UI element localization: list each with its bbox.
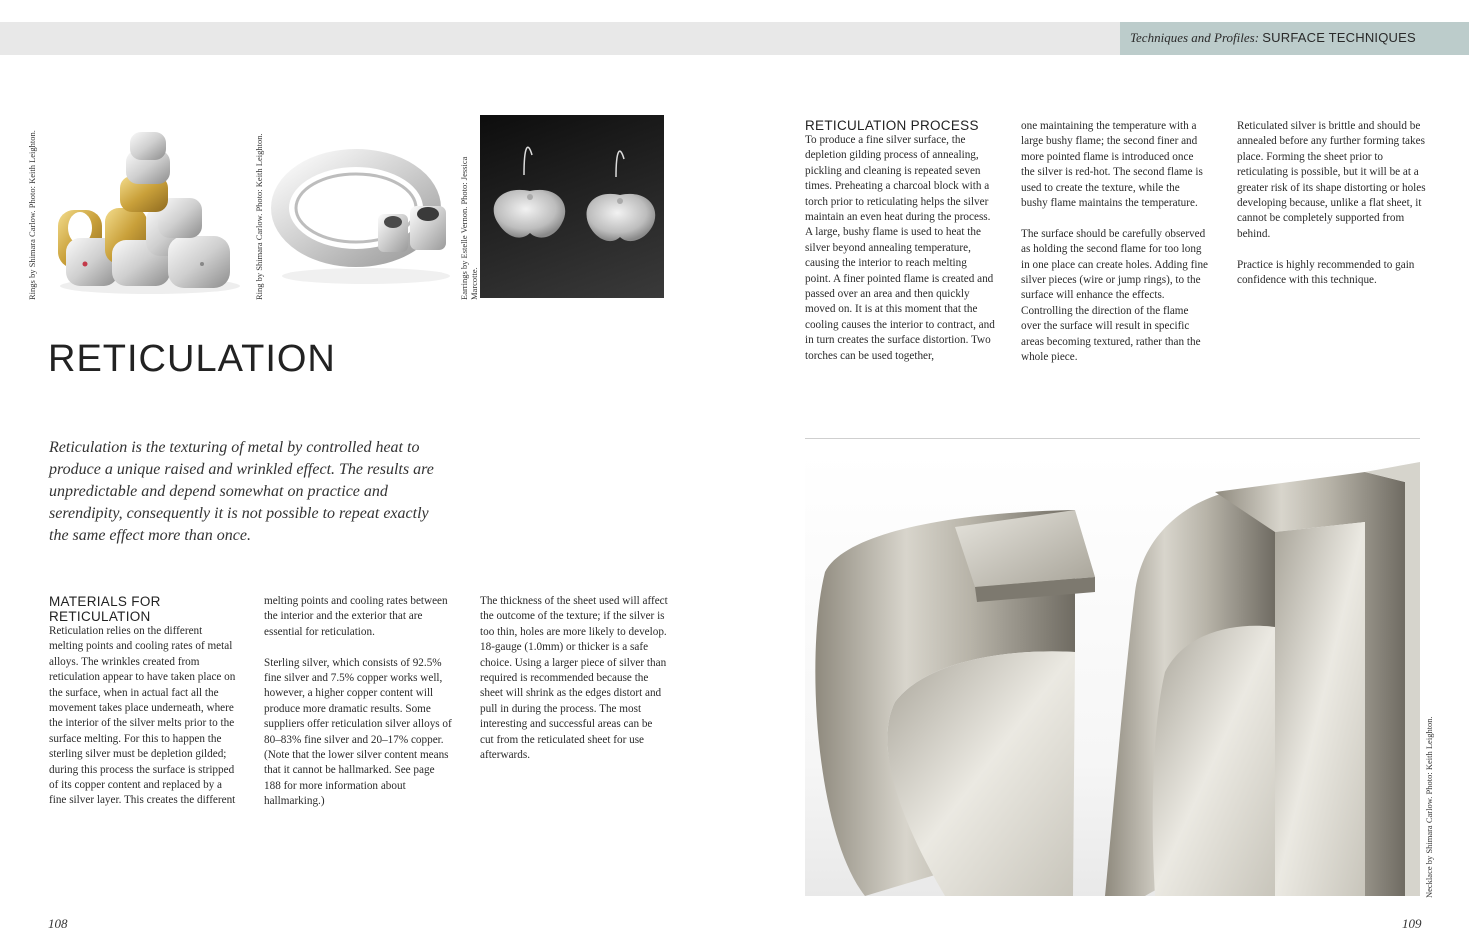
materials-col2-paragraph-1: melting points and cooling rates between the interior and the exterior that are essential for reticulation. xyxy=(264,595,448,638)
process-col2-paragraph-1: one maintaining the temperature with a large bushy flame; the second finer and more pointed flame is introduced once the silver is red-hot. The second flame is used to create the texture, while the bushy flame maintains the temperature. xyxy=(1021,120,1203,210)
materials-heading xyxy=(49,594,237,624)
process-col3-paragraph-2: Practice is highly recommended to gain confidence with this technique. xyxy=(1237,258,1415,287)
earrings-photo-caption-text: Earrings by Estelle Vernon. Photo: Jessica Marcotte. xyxy=(459,156,479,300)
necklace-photo-caption xyxy=(1424,716,1434,898)
ring-photo-caption-text: Ring by Shimara Carlow. Photo: Keith Leighton. xyxy=(254,133,264,300)
process-column-3 xyxy=(1237,119,1427,304)
running-header-topic: SURFACE TECHNIQUES xyxy=(1262,30,1416,45)
materials-column-3 xyxy=(480,594,668,779)
page-number-right: 109 xyxy=(1402,916,1422,931)
rings-photo-caption-text: Rings by Shimara Carlow. Photo: Keith Leighton. xyxy=(27,130,37,300)
process-column-2 xyxy=(1021,119,1209,381)
ring-photo xyxy=(268,128,464,298)
rings-photo-caption xyxy=(27,130,37,300)
materials-column-1 xyxy=(49,594,237,824)
process-col2-paragraph-2: The surface should be carefully observed as holding the second flame for too long in one place can create holes. Adding fine silver pieces (wire or jump rings), to the surface will enhance the effects. Controlling the direction of the flame over the surface will result in specific areas becoming textured, rather than the whole piece. xyxy=(1021,227,1209,364)
ring-photo-caption xyxy=(254,133,264,300)
necklace-photo xyxy=(805,452,1420,896)
process-heading: RETICULATION PROCESS xyxy=(805,118,979,133)
page-title: RETICULATION xyxy=(48,338,336,380)
materials-col2-paragraph-2: Sterling silver, which consists of 92.5% fine silver and 7.5% copper works well, however, a higher copper content will produce more dramatic results. Some suppliers offer reticulation silver alloys of 80–83% fine silver and 20–17% copper. (Note that the lower silver content means that it cannot be hallmarked. See page 188 for more information about hallmarking.) xyxy=(264,656,452,808)
running-header-section: Techniques and Profiles: xyxy=(1130,30,1260,45)
section-divider xyxy=(805,438,1420,439)
process-column-1 xyxy=(805,118,995,379)
rings-photo xyxy=(50,128,245,298)
materials-col3-text: The thickness of the sheet used will affect the outcome of the texture; if the silver is too thin, holes are more likely to develop. 18-gauge (1.0mm) or thicker is a safe choice. Using a larger piece of silver than required is recommended because the sheet will shrink as the edges distort and pull in during the process. The most interesting and successful areas can be cut from the reticulated sheet for use afterwards. xyxy=(480,595,668,762)
earrings-photo xyxy=(480,115,664,298)
necklace-photo-caption-text: Necklace by Shimara Carlow. Photo: Keith Leighton. xyxy=(1424,716,1434,898)
earrings-photo-caption xyxy=(459,130,479,300)
materials-col1-text: Reticulation relies on the different melting points and cooling rates of metal alloys. The wrinkles created from reticulation appear to have taken place on the surface, when in actual fact all the movement takes place underneath, where the interior of the silver melts prior to the surface melting. For this to happen the sterling silver must be depletion gilded; during this process the surface is stripped of its copper content and replaced by a fine silver layer. This creates the different xyxy=(49,625,236,807)
materials-column-2 xyxy=(264,594,454,825)
materials-heading-line-1: MATERIALS FOR xyxy=(49,594,161,609)
intro-paragraph: Reticulation is the texturing of metal by controlled heat to produce a unique raised and wrinkled effect. The results are unpredictable and depend somewhat on practice and serendipity, consequently it is not possible to repeat exactly the same effect more than once. xyxy=(49,439,434,544)
running-header xyxy=(1130,29,1416,47)
page-number-left: 108 xyxy=(48,916,68,931)
process-col3-paragraph-1: Reticulated silver is brittle and should be annealed before any further forming takes place. Forming the sheet prior to reticulating is possible, but it will be at a greater risk of its shape distorting or holes developing because, unlike a flat sheet, it cannot be completely supported from behind. xyxy=(1237,120,1426,240)
process-col1-text: To produce a fine silver surface, the depletion gilding process of annealing, pickling and cleaning is repeated seven times. Preheating a charcoal block with a torch prior to reticulating helps the silver maintain an even heat during the process. A large, bushy flame is used to heat the silver beyond annealing temperature, causing the interior to reach melting point. A finer pointed flame is created and passed over an area and then quickly moved on. It is at this moment that the cooling causes the interior to contract, and in turn creates the surface distortion. Two torches can be used together, xyxy=(805,134,995,362)
materials-heading-line-2: RETICULATION xyxy=(49,609,151,624)
